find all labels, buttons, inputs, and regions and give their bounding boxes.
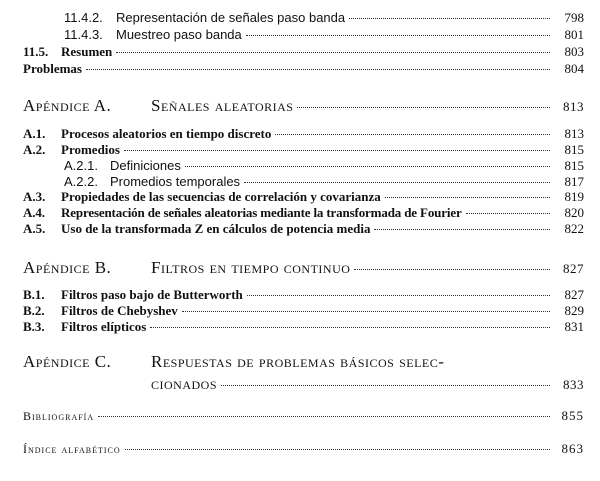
toc-entry-11-5[interactable] [23,44,584,60]
dot-leader [221,385,550,386]
entry-number: A.2.1. [64,158,98,173]
entry-title: Filtros de Chebyshev [61,303,178,318]
toc-appendix-b[interactable] [23,258,584,278]
toc-appendix-a[interactable] [23,96,584,116]
dot-leader [98,416,550,417]
toc-entry-a5[interactable] [23,221,584,237]
page-number: 815 [564,158,584,173]
appendix-label: Apéndice B. [23,258,112,277]
dot-leader [244,182,550,183]
entry-title: Filtros paso bajo de Butterworth [61,287,243,302]
page-number: 815 [564,142,584,157]
dot-leader [182,311,550,312]
entry-number: A.4. [23,205,45,220]
page-number: 827 [563,261,584,276]
toc-bibliografia[interactable] [23,408,584,424]
page-number: 801 [564,27,584,42]
toc-entry-11-4-3[interactable] [64,27,584,43]
entry-title: Definiciones [110,158,181,173]
toc-entry-a2[interactable] [23,142,584,158]
dot-leader [297,107,550,108]
page-number: 804 [564,61,584,76]
page-number: 822 [564,221,584,236]
entry-number: A.5. [23,221,46,236]
toc-entry-a2-1[interactable] [64,158,584,174]
dot-leader [275,134,550,135]
toc-entry-a4[interactable] [23,205,584,221]
toc-entry-a2-2[interactable] [64,174,584,190]
dot-leader [385,197,550,198]
entry-title: Problemas [23,61,82,76]
appendix-title: Señales aleatorias [151,96,294,115]
toc-entry-b1[interactable] [23,287,584,303]
page-number: 831 [564,319,584,334]
entry-title: Muestreo paso banda [116,27,242,42]
toc-entry-11-4-2[interactable] [64,10,584,26]
toc-entry-b2[interactable] [23,303,584,319]
toc-entry-a1[interactable] [23,126,584,142]
entry-title: Promedios [61,142,120,157]
entry-title: Representación de señales paso banda [116,10,346,25]
page-number: 813 [563,99,584,114]
appendix-label: Apéndice A. [23,96,112,115]
dot-leader [246,35,550,36]
toc-appendix-c[interactable] [23,352,584,394]
entry-number: B.2. [23,303,45,318]
page-number: 820 [564,205,584,220]
appendix-label: Apéndice C. [23,352,112,371]
page-number: 813 [564,126,584,141]
entry-title: Índice alfabético [23,442,121,456]
entry-title: Promedios temporales [110,174,241,189]
dot-leader [125,449,550,450]
entry-number: 11.5. [23,44,49,59]
entry-number: 11.4.2. [64,10,103,25]
entry-number: A.3. [23,189,46,204]
appendix-title: Filtros en tiempo continuo [151,258,351,277]
dot-leader [116,52,550,53]
toc-entry-b3[interactable] [23,319,584,335]
entry-number: A.2.2. [64,174,98,189]
page-number: 833 [563,377,584,392]
dot-leader [349,18,550,19]
page-number: 819 [564,189,584,204]
entry-number: A.1. [23,126,46,141]
entry-number: B.3. [23,319,45,334]
page-number: 798 [564,10,584,25]
toc-entry-problemas[interactable] [23,61,584,77]
appendix-title: Respuestas de problemas básicos selec- [151,352,445,371]
entry-title: Propiedades de las secuencias de correlación y covarianza [61,189,381,204]
dot-leader [124,150,550,151]
page-number: 855 [561,408,584,423]
entry-title: Representación de señales aleatorias mediante la transformada de Fourier [61,205,462,220]
entry-number: 11.4.3. [64,27,103,42]
toc-indice[interactable] [23,441,584,457]
entry-title: Bibliografía [23,409,95,423]
dot-leader [86,69,550,70]
dot-leader [374,229,550,230]
dot-leader [247,295,550,296]
page-number: 829 [564,303,584,318]
dot-leader [466,213,550,214]
page-number: 803 [564,44,584,59]
entry-number: A.2. [23,142,46,157]
dot-leader [354,269,550,270]
entry-title: Uso de la transformada Z en cálculos de potencia media [61,221,371,236]
appendix-title-continued: cionados [151,374,218,393]
entry-title: Filtros elípticos [61,319,147,334]
dot-leader [185,166,550,167]
page-number: 863 [561,441,584,456]
toc-entry-a3[interactable] [23,189,584,205]
entry-number: B.1. [23,287,45,302]
page-number: 817 [564,174,584,189]
dot-leader [150,327,550,328]
page-number: 827 [564,287,584,302]
entry-title: Procesos aleatorios en tiempo discreto [61,126,272,141]
entry-title: Resumen [61,44,113,59]
